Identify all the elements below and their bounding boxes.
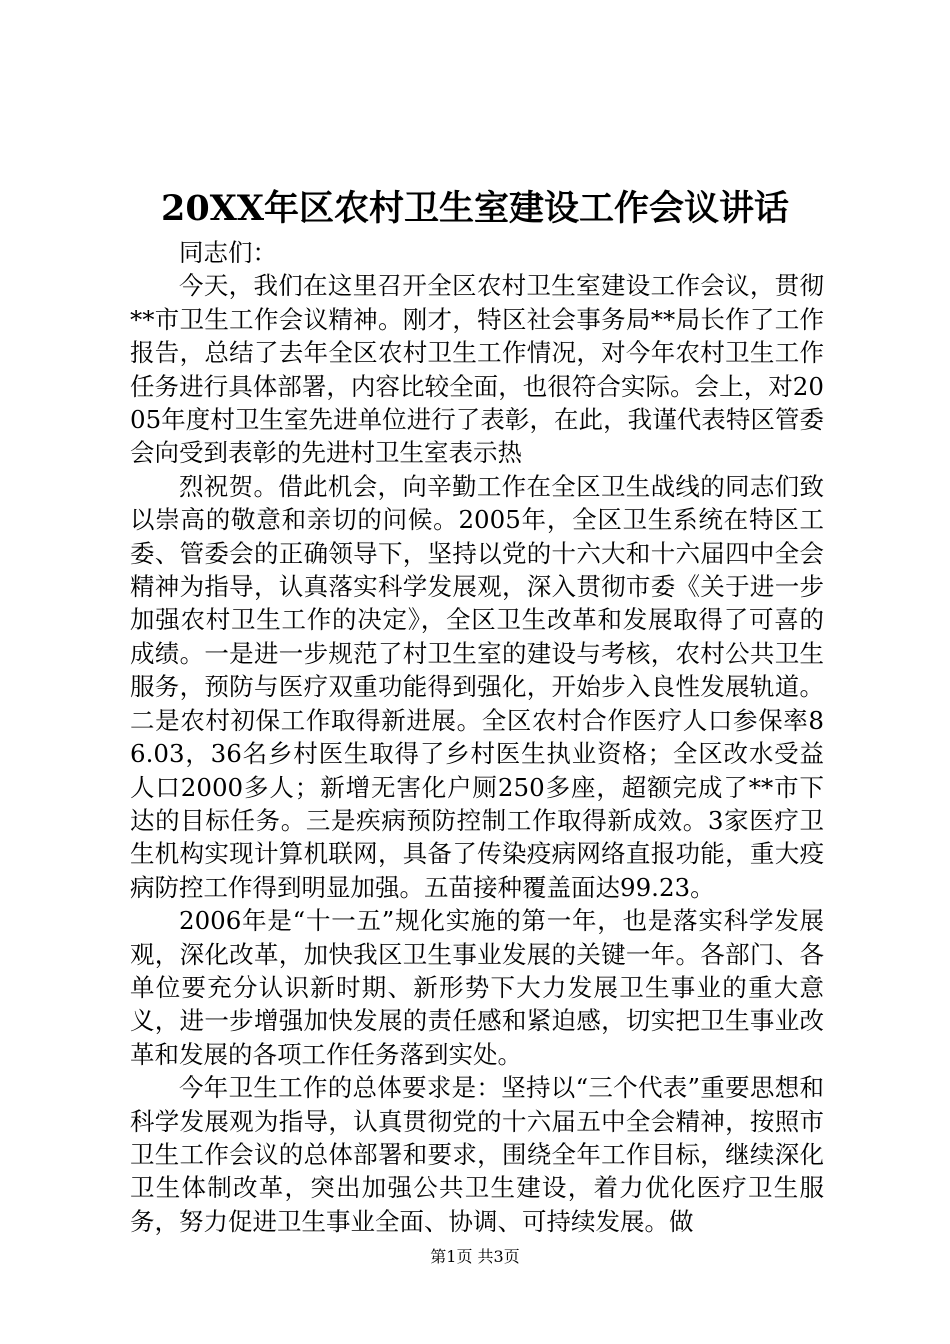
body-paragraph-1: 今天，我们在这里召开全区农村卫生室建设工作会议，贯彻**市卫生工作会议精神。刚才，特区社会事务局**局长作了工作报告，总结了去年全区农村卫生工作情况，对今年农村卫生工作任务进行具体部署，内容比较全面，也很符合实际。会上，对2005年度村卫生室先进单位进行了表彰，在此，我谨代表特区管委会向受到表彰的先进村卫生室表示热: [130, 271, 824, 468]
document-body: [130, 236, 824, 1238]
document-title: 20XX年区农村卫生室建设工作会议讲话: [160, 188, 790, 229]
greeting-paragraph: 同志们：: [179, 238, 277, 267]
body-paragraph-3: 2006年是“十一五”规化实施的第一年，也是落实科学发展观，深化改革，加快我区卫生事业发展的关键一年。各部门、各单位要充分认识新时期、新形势下大力发展卫生事业的重大意义，进一步增强加快发展的责任感和紧迫感，切实把卫生事业改革和发展的各项工作任务落到实处。: [130, 906, 824, 1069]
body-paragraph-2: 烈祝贺。借此机会，向辛勤工作在全区卫生战线的同志们致以崇高的敬意和亲切的问候。2005年，全区卫生系统在特区工委、管委会的正确领导下，坚持以党的十六大和十六届四中全会精神为指导，认真落实科学发展观，深入贯彻市委《关于进一步加强农村卫生工作的决定》，全区卫生改革和发展取得了可喜的成绩。一是进一步规范了村卫生室的建设与考核，农村公共卫生服务，预防与医疗双重功能得到强化，开始步入良性发展轨道。二是农村初保工作取得新进展。全区农村合作医疗人口参保率86.03，36名乡村医生取得了乡村医生执业资格；全区改水受益人口2000多人；新增无害化户厕250多座，超额完成了**市下达的目标任务。三是疾病预防控制工作取得新成效。3家医疗卫生机构实现计算机联网，具备了传染疫病网络直报功能，重大疫病防控工作得到明显加强。五苗接种覆盖面达99.23。: [130, 471, 824, 902]
page-number-footer: 第1页 共3页: [430, 1247, 520, 1266]
body-paragraph-4: 今年卫生工作的总体要求是：坚持以“三个代表”重要思想和科学发展观为指导，认真贯彻党的十六届五中全会精神，按照市卫生工作会议的总体部署和要求，围绕全年工作目标，继续深化卫生体制改革，突出加强公共卫生建设，着力优化医疗卫生服务，努力促进卫生事业全面、协调、可持续发展。做: [130, 1073, 824, 1236]
